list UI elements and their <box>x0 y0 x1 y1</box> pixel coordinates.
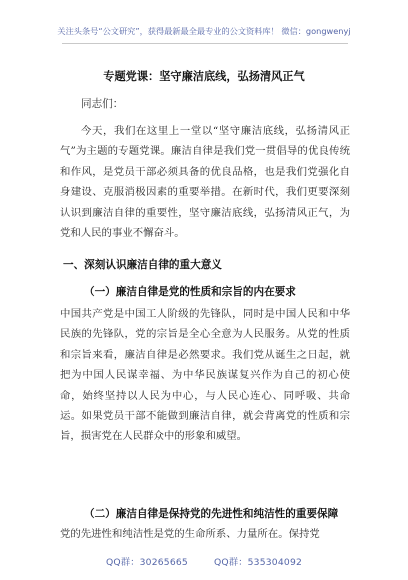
subsection-2-paragraph: 党的先进性和纯洁性是党的生命所系、力量所在。保持党 <box>60 528 320 540</box>
subsection-heading-1: （一）廉洁自律是党的性质和宗旨的内在要求 <box>84 286 296 298</box>
subsection-1-paragraph: 中国共产党是中国工人阶级的先锋队，同时是中国人民和中华民族的先锋队，党的宗旨是全心全意为人民服务。从党的性质和宗旨来看，廉洁自律是必然要求。我们党从诞生之日起，就把为中国人民谋幸福、为中华民族谋复兴作为自己的初心使命，始终坚持以人民为中心，与人民心连心、同呼吸、共命运。如果党员干部不能做到廉洁自律，就会背离党的性质和宗旨，损害党在人民群众中的形象和威望。 <box>60 308 350 443</box>
footer-contact <box>0 553 408 568</box>
subsection-heading-2: （二）廉洁自律是保持党的先进性和纯洁性的重要保障 <box>84 508 339 520</box>
header-promo-note: 关注头条号“公文研究”，获得最新最全最专业的公文资料库！ 微信：gongwenyj <box>57 26 351 36</box>
footer-qq-group-2: QQ群：535304092 <box>213 557 303 568</box>
greeting: 同志们： <box>81 98 124 110</box>
header-divider <box>62 43 348 44</box>
intro-paragraph: 今天，我们在这里上一堂以“坚守廉洁底线，弘扬清风正气”为主题的专题党课。廉洁自律是我们党一贯倡导的优良传统和作风，是党员干部必须具备的优良品格，也是我们党强化自身建设、克服消极因素的重要举措。在新时代，我们更要深刻认识到廉洁自律的重要性，坚守廉洁底线，弘扬清风正气，为党和人民的事业不懈奋斗。 <box>60 125 350 240</box>
document-title: 专题党课：坚守廉洁底线，弘扬清风正气 <box>103 69 305 83</box>
section-heading-1: 一、深刻认识廉洁自律的重大意义 <box>63 259 222 271</box>
footer-qq-group-1: QQ群：30265665 <box>105 557 188 568</box>
